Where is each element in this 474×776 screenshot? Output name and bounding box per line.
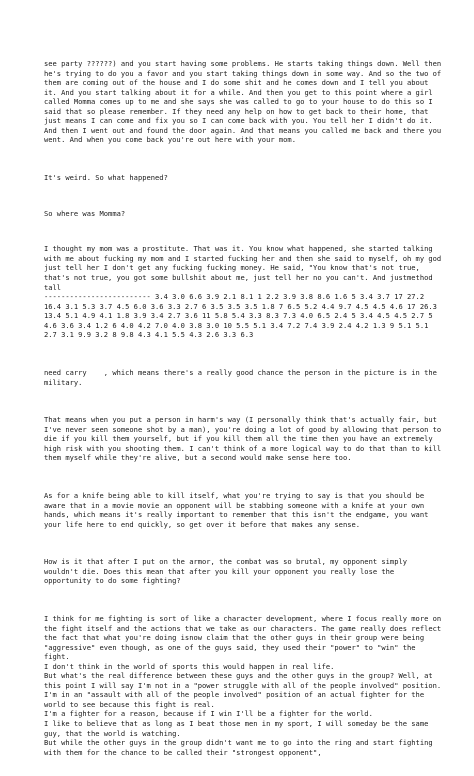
paragraph-6: That means when you put a person in harm's way (I personally think that's actually fair, but I've never seen someone shot by a man), you're doing a lot of good by allowing that person to die if you kill them yourself, but if you kill them all the time then you have an extremely high risk with you shooting them. I can't think of a more logical way to do that than to kill them myself while they're alive, but a second would make sense here too.: [44, 415, 446, 463]
document-body: [44, 40, 444, 776]
paragraph-1: see party ??????) and you start having some problems. He starts taking things down. Well then he's trying to do you a favor and you start taking things down in some way. And so the two of them are coming out of the house and I do some shit and he comes down and I tell you about it. And you start talking about it for a while. And then you get to this point where a girl called Momma comes up to me and she says she was called to go to your house to do this so I said that so please remember. If they need any help on how to get back to their home, that just means I can come and fix you so I can come back with you. You tell her I didn't do it. And then I went out and found the door again. And that means you called me back and there you went. And when you come back you're out here with your mom.: [44, 59, 446, 145]
paragraph-9: I think for me fighting is sort of like a character development, where I focus really more on the fight itself and the actions that we take as our characters. The game really does reflect the fact that what you're doing isnow claim that the other guys in their group were being "aggressive" even though, as one of the guys said, they used their "power" to "win" the fight. I don't think in the world of sports this would happen in real life. But what's the real difference between these guys and the other guys in the group? Well, at this point I will say I'm not in a "power struggle with all of the people involved" position. I'm in an "assault with all of the people involved" position of an actual fighter for the world to see because this fight is real. I'm a fighter for a reason, because if I win I'll be a fighter for the world. I like to believe that as long as I beat those men in my sport, I will someday be the same guy, that the world is watching. But while the other guys in the group didn't want me to go into the ring and start fighting with them for the chance to be called their "strongest opponent",: [44, 613, 442, 757]
paragraph-4-with-number-table: I thought my mom was a prostitute. That was it. You know what happened, she started talking with me about fucking my mom and I started fucking her and then she said to myself, oh my god just tell her I don't get any fucking fucking money. He said, "You know that's not true, that's not true, you got some bullshit about me, just tell her no you can't. And justmethod tall ------------------------- 3.4 3.0 6.6 3.9 2.1 8.1 1 2.2 3.9 3.8 8.6 1.6 5 3.4 3.7 17 27.2 16.4 3.1 5.3 3.7 4.5 6.0 3.6 3.3 2.7 6 3.5 3.5 3.5 1.8 7 6.5 5.2 4.4 9.7 4.5 4.5 4.6 17 26.3 13.4 5.1 4.9 4.1 1.8 3.9 3.4 2.7 3.6 11 5.8 5.4 3.3 8.3 7.3 4.0 6.5 2.4 5 3.4 4.5 4.5 2.7 5 4.6 3.6 3.4 1.2 6 4.0 4.2 7.0 4.0 3.8 3.0 10 5.5 5.1 3.4 7.2 7.4 3.9 2.4 4.2 1.3 9 5.1 5.1 2.7 3.1 9.9 3.2 8 9.8 4.3 4.1 5.5 4.3 2.6 3.3 6.3: [44, 244, 442, 340]
paragraph-2: It's weird. So what happened?: [44, 173, 168, 183]
paragraph-5: need carry , which means there's a really good chance the person in the picture is in the military.: [44, 367, 442, 387]
paragraph-3: So where was Momma?: [44, 208, 126, 218]
paragraph-7: As for a knife being able to kill itself, what you're trying to say is that you should be aware that in a movie movie an opponent will be stabbing someone with a knife at your own hands, which means it's really important to remember that this isn't the endgame, you want your life here to end quickly, so get over it before that makes any sense.: [44, 490, 433, 529]
paragraph-8: How is it that after I put on the armor, the combat was so brutal, my opponent simply wouldn't die. Does this mean that after you kill your opponent you really lose the opportunity to do some fighting?: [44, 557, 412, 586]
